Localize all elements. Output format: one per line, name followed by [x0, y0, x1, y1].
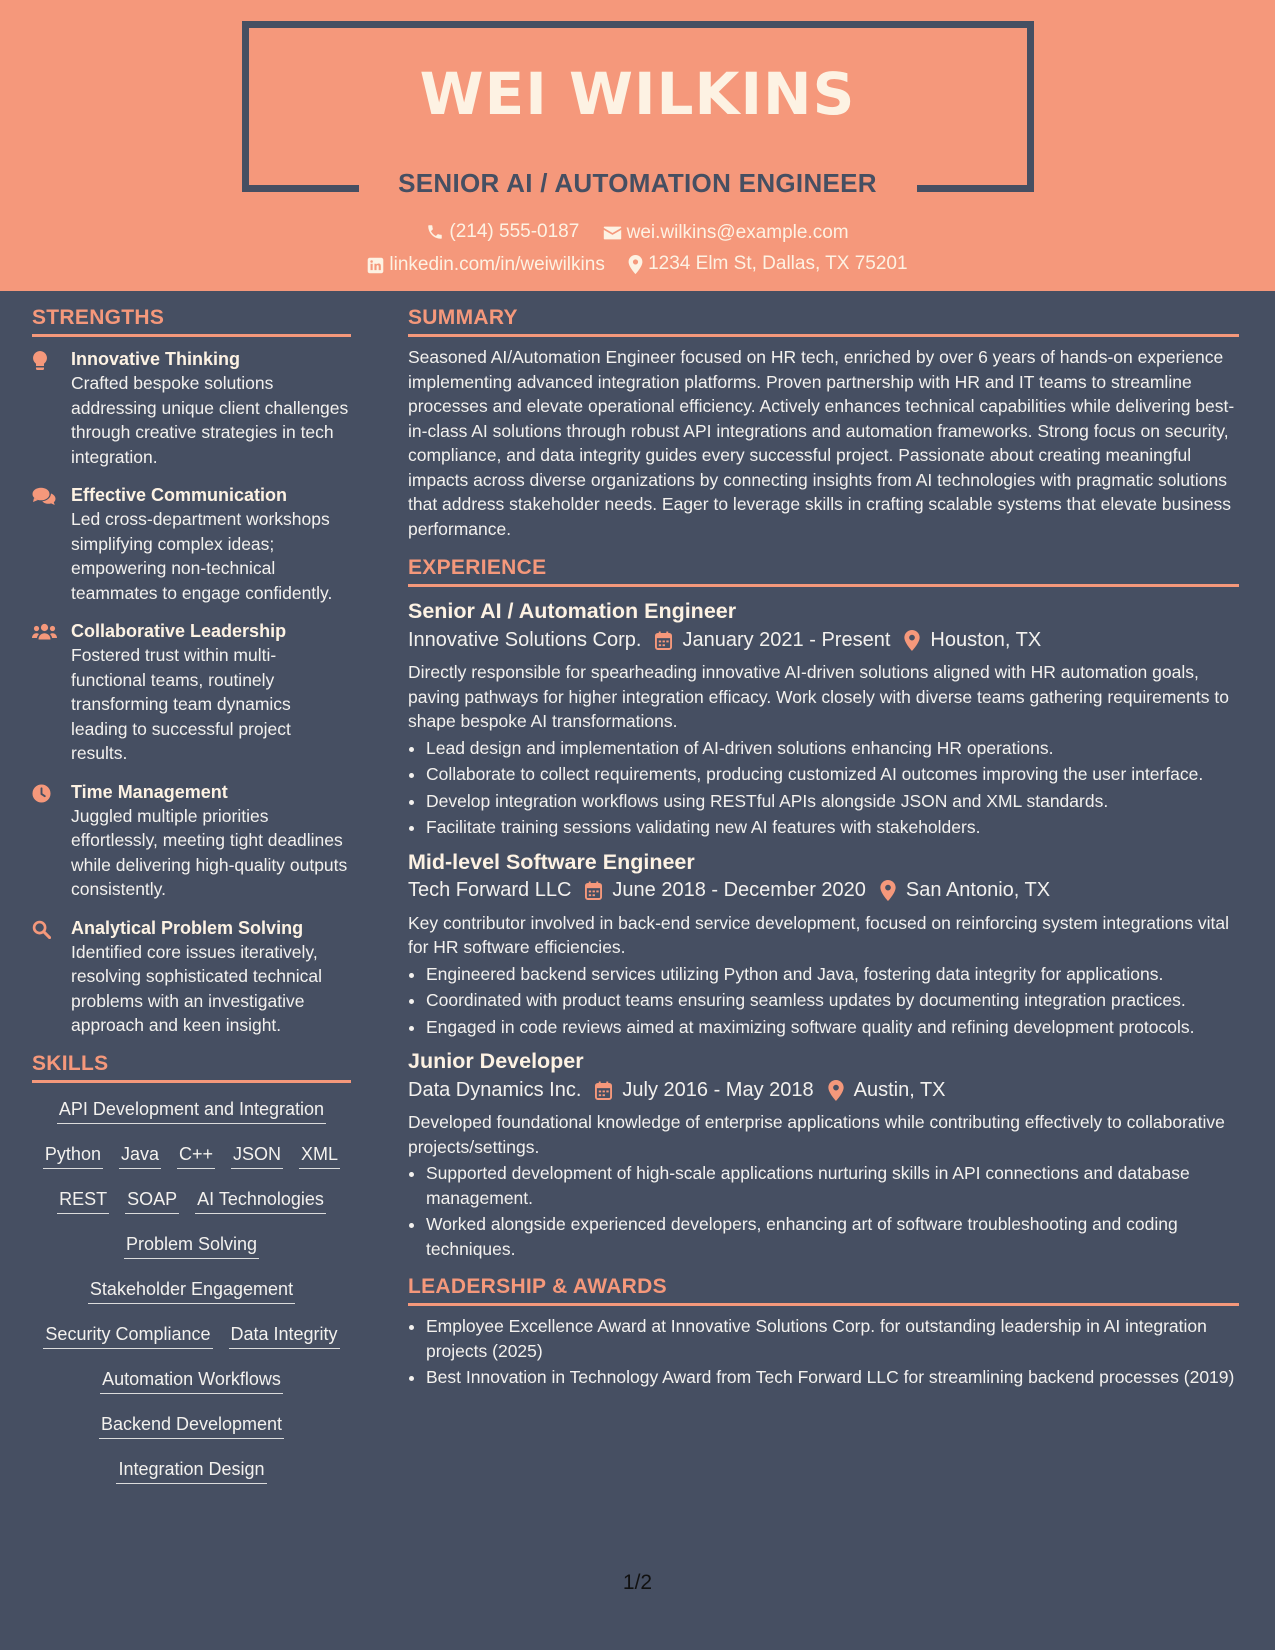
job-description: Developed foundational knowledge of enterprise applications while contributing effectively to collaborative projects/settings.	[408, 1112, 1225, 1157]
email-text[interactable]: wei.wilkins@example.com	[626, 222, 849, 243]
job-bullet: • Coordinated with product teams ensuring seamless updates by documenting integration practices.	[426, 988, 1239, 1013]
page-number: 1/2	[622, 1571, 653, 1594]
job-bullet: • Facilitate training sessions validating new AI features with stakeholders.	[426, 815, 1239, 840]
skill-tag: XML	[299, 1143, 340, 1169]
map-pin-icon	[628, 255, 643, 274]
skill-tag: Automation Workflows	[100, 1368, 283, 1394]
skill-tag: Security Compliance	[43, 1323, 212, 1349]
award-item: • Best Innovation in Technology Award from Tech Forward LLC for streamlining backend processes (2019)	[426, 1365, 1239, 1390]
skill-tag: JSON	[231, 1143, 283, 1169]
award-item: • Employee Excellence Award at Innovative Solutions Corp. for outstanding leadership in AI integration projects (2025)	[426, 1314, 1239, 1363]
job-bullet: • Engineered backend services utilizing Python and Java, fostering data integrity for applications.	[426, 962, 1239, 987]
header-frame	[242, 21, 1034, 28]
job-dates: January 2021 - Present	[682, 628, 891, 651]
job-entry	[408, 1047, 1239, 1261]
strength-item	[32, 347, 351, 469]
job-bullet: • Worked alongside experienced developers, enhancing art of software troubleshooting and coding techniques.	[426, 1212, 1239, 1261]
job-dates: June 2018 - December 2020	[612, 879, 866, 901]
job-bullets	[408, 962, 1239, 1040]
skills-list	[32, 1091, 351, 1496]
job-company: Tech Forward LLC	[408, 879, 572, 901]
job-entry	[408, 848, 1239, 1040]
skill-tag: Java	[119, 1143, 161, 1169]
job-bullet: • Engaged in code reviews aimed at maximizing software quality and refining development protocols.	[426, 1015, 1239, 1040]
clock-icon	[32, 784, 51, 803]
skill-tag: REST	[57, 1188, 109, 1214]
job-title: Junior Developer	[408, 1049, 584, 1073]
resume-header	[0, 0, 1275, 291]
job-title: Senior AI / Automation Engineer	[408, 599, 737, 623]
map-pin-icon	[880, 880, 896, 901]
skill-tag: Python	[43, 1143, 103, 1169]
awards-heading: LEADERSHIP & AWARDS	[408, 1275, 1239, 1306]
linkedin-icon	[367, 257, 384, 274]
experience-heading: EXPERIENCE	[408, 556, 1239, 587]
job-bullet: • Develop integration workflows using RESTful APIs alongside JSON and XML standards.	[426, 789, 1239, 814]
strength-title: Time Management	[71, 781, 228, 802]
job-company: Innovative Solutions Corp.	[408, 628, 642, 651]
job-entry	[408, 597, 1239, 840]
strength-desc: Identified core issues iteratively, resolving sophisticated technical problems with an investigative approach and keen insight.	[71, 941, 322, 1035]
strength-item	[32, 483, 351, 605]
strength-item	[32, 916, 351, 1038]
job-bullets	[408, 736, 1239, 840]
job-description: Directly responsible for spearheading innovative AI-driven solutions aligned with HR automation goals, paving pathways for higher integration efficacy. Work closely with diverse teams gathering requirements to shape bespoke AI transformations.	[408, 662, 1229, 731]
email-contact[interactable]	[603, 222, 849, 244]
calendar-icon	[655, 631, 672, 650]
strength-desc: Crafted bespoke solutions addressing unique client challenges through creative strategies in tech integration.	[71, 373, 349, 467]
job-location: Austin, TX	[853, 1078, 946, 1101]
lightbulb-icon	[32, 351, 48, 371]
skills-heading: SKILLS	[32, 1052, 351, 1083]
job-bullet: • Collaborate to collect requirements, producing customized AI outcomes improving the user interface.	[426, 762, 1239, 787]
phone-icon	[426, 223, 444, 241]
envelope-icon	[603, 225, 622, 241]
users-icon	[32, 623, 57, 640]
skill-tag: Stakeholder Engagement	[88, 1278, 295, 1304]
address-text: 1234 Elm St, Dallas, TX 75201	[648, 253, 908, 274]
map-pin-icon	[828, 1080, 844, 1101]
strength-item	[32, 780, 351, 902]
address-contact	[628, 253, 907, 275]
job-bullet: • Supported development of high-scale applications nurturing skills in API connections and database management.	[426, 1161, 1239, 1210]
contact-row-2	[0, 253, 1275, 280]
candidate-title: SENIOR AI / AUTOMATION ENGINEER	[398, 168, 877, 198]
skill-tag: API Development and Integration	[57, 1098, 326, 1124]
job-bullets	[408, 1161, 1239, 1261]
summary-heading: SUMMARY	[408, 306, 1239, 337]
search-icon	[32, 920, 51, 939]
candidate-name: WEI WILKINS	[419, 60, 856, 128]
skill-tag: AI Technologies	[195, 1188, 326, 1214]
calendar-icon	[585, 881, 602, 900]
job-company: Data Dynamics Inc.	[408, 1078, 582, 1101]
phone-contact	[426, 221, 579, 243]
contact-row-1	[0, 221, 1275, 247]
strength-item	[32, 619, 351, 766]
linkedin-contact[interactable]	[367, 254, 604, 276]
skill-tag: SOAP	[125, 1188, 179, 1214]
linkedin-text[interactable]: linkedin.com/in/weiwilkins	[389, 254, 605, 275]
job-location: Houston, TX	[930, 628, 1042, 651]
strength-title: Innovative Thinking	[71, 349, 241, 369]
left-column	[32, 306, 351, 1496]
job-location: San Antonio, TX	[905, 879, 1051, 901]
right-column	[408, 306, 1239, 1392]
skill-tag: Problem Solving	[124, 1233, 259, 1259]
chat-icon	[32, 487, 56, 505]
strength-desc: Juggled multiple priorities effortlessly, meeting tight deadlines while delivering high-quality outputs consistently.	[71, 805, 348, 899]
skill-tag: Backend Development	[99, 1413, 284, 1439]
map-pin-icon	[904, 630, 920, 651]
job-bullet: • Lead design and implementation of AI-driven solutions enhancing HR operations.	[426, 736, 1239, 761]
strength-title: Collaborative Leadership	[71, 621, 287, 641]
strength-title: Effective Communication	[71, 485, 288, 505]
skill-tag: Data Integrity	[229, 1323, 340, 1349]
job-meta	[408, 876, 1239, 906]
job-meta	[408, 1075, 1239, 1105]
job-dates: July 2016 - May 2018	[622, 1078, 814, 1101]
job-title: Mid-level Software Engineer	[408, 849, 695, 874]
calendar-icon	[595, 1081, 612, 1100]
awards-list	[408, 1314, 1239, 1390]
summary-text: Seasoned AI/Automation Engineer focused on HR tech, enriched by over 6 years of hands-on experience implementing advanced integration platforms. Proven partnership with HR and IT teams to streamline processes and elevate operational efficiency. Actively enhances technical capabilities while delivering best-in-class AI solutions through robust API integrations and automation frameworks. Strong focus on security, compliance, and data integrity guides every successful project. Passionate about creating meaningful impacts across diverse organizations by connecting insights from AI technologies with pragmatic solutions that address stakeholder needs. Eager to leverage skills in crafting scalable systems that elevate business performance.	[408, 347, 1235, 539]
phone-text: (214) 555-0187	[449, 221, 580, 242]
strength-desc: Led cross-department workshops simplifying complex ideas; empowering non-technical teammates to engage confidently.	[71, 509, 333, 603]
strength-desc: Fostered trust within multi-functional teams, routinely transforming team dynamics leading to successful project results.	[71, 645, 291, 763]
skill-tag: C++	[177, 1143, 215, 1169]
job-description: Key contributor involved in back-end service development, focused on reinforcing system integrations vital for HR software efficiencies.	[408, 912, 1229, 957]
job-meta	[408, 625, 1239, 655]
strength-title: Analytical Problem Solving	[71, 917, 304, 938]
strengths-heading: STRENGTHS	[32, 306, 351, 337]
skill-tag: Integration Design	[116, 1458, 266, 1484]
